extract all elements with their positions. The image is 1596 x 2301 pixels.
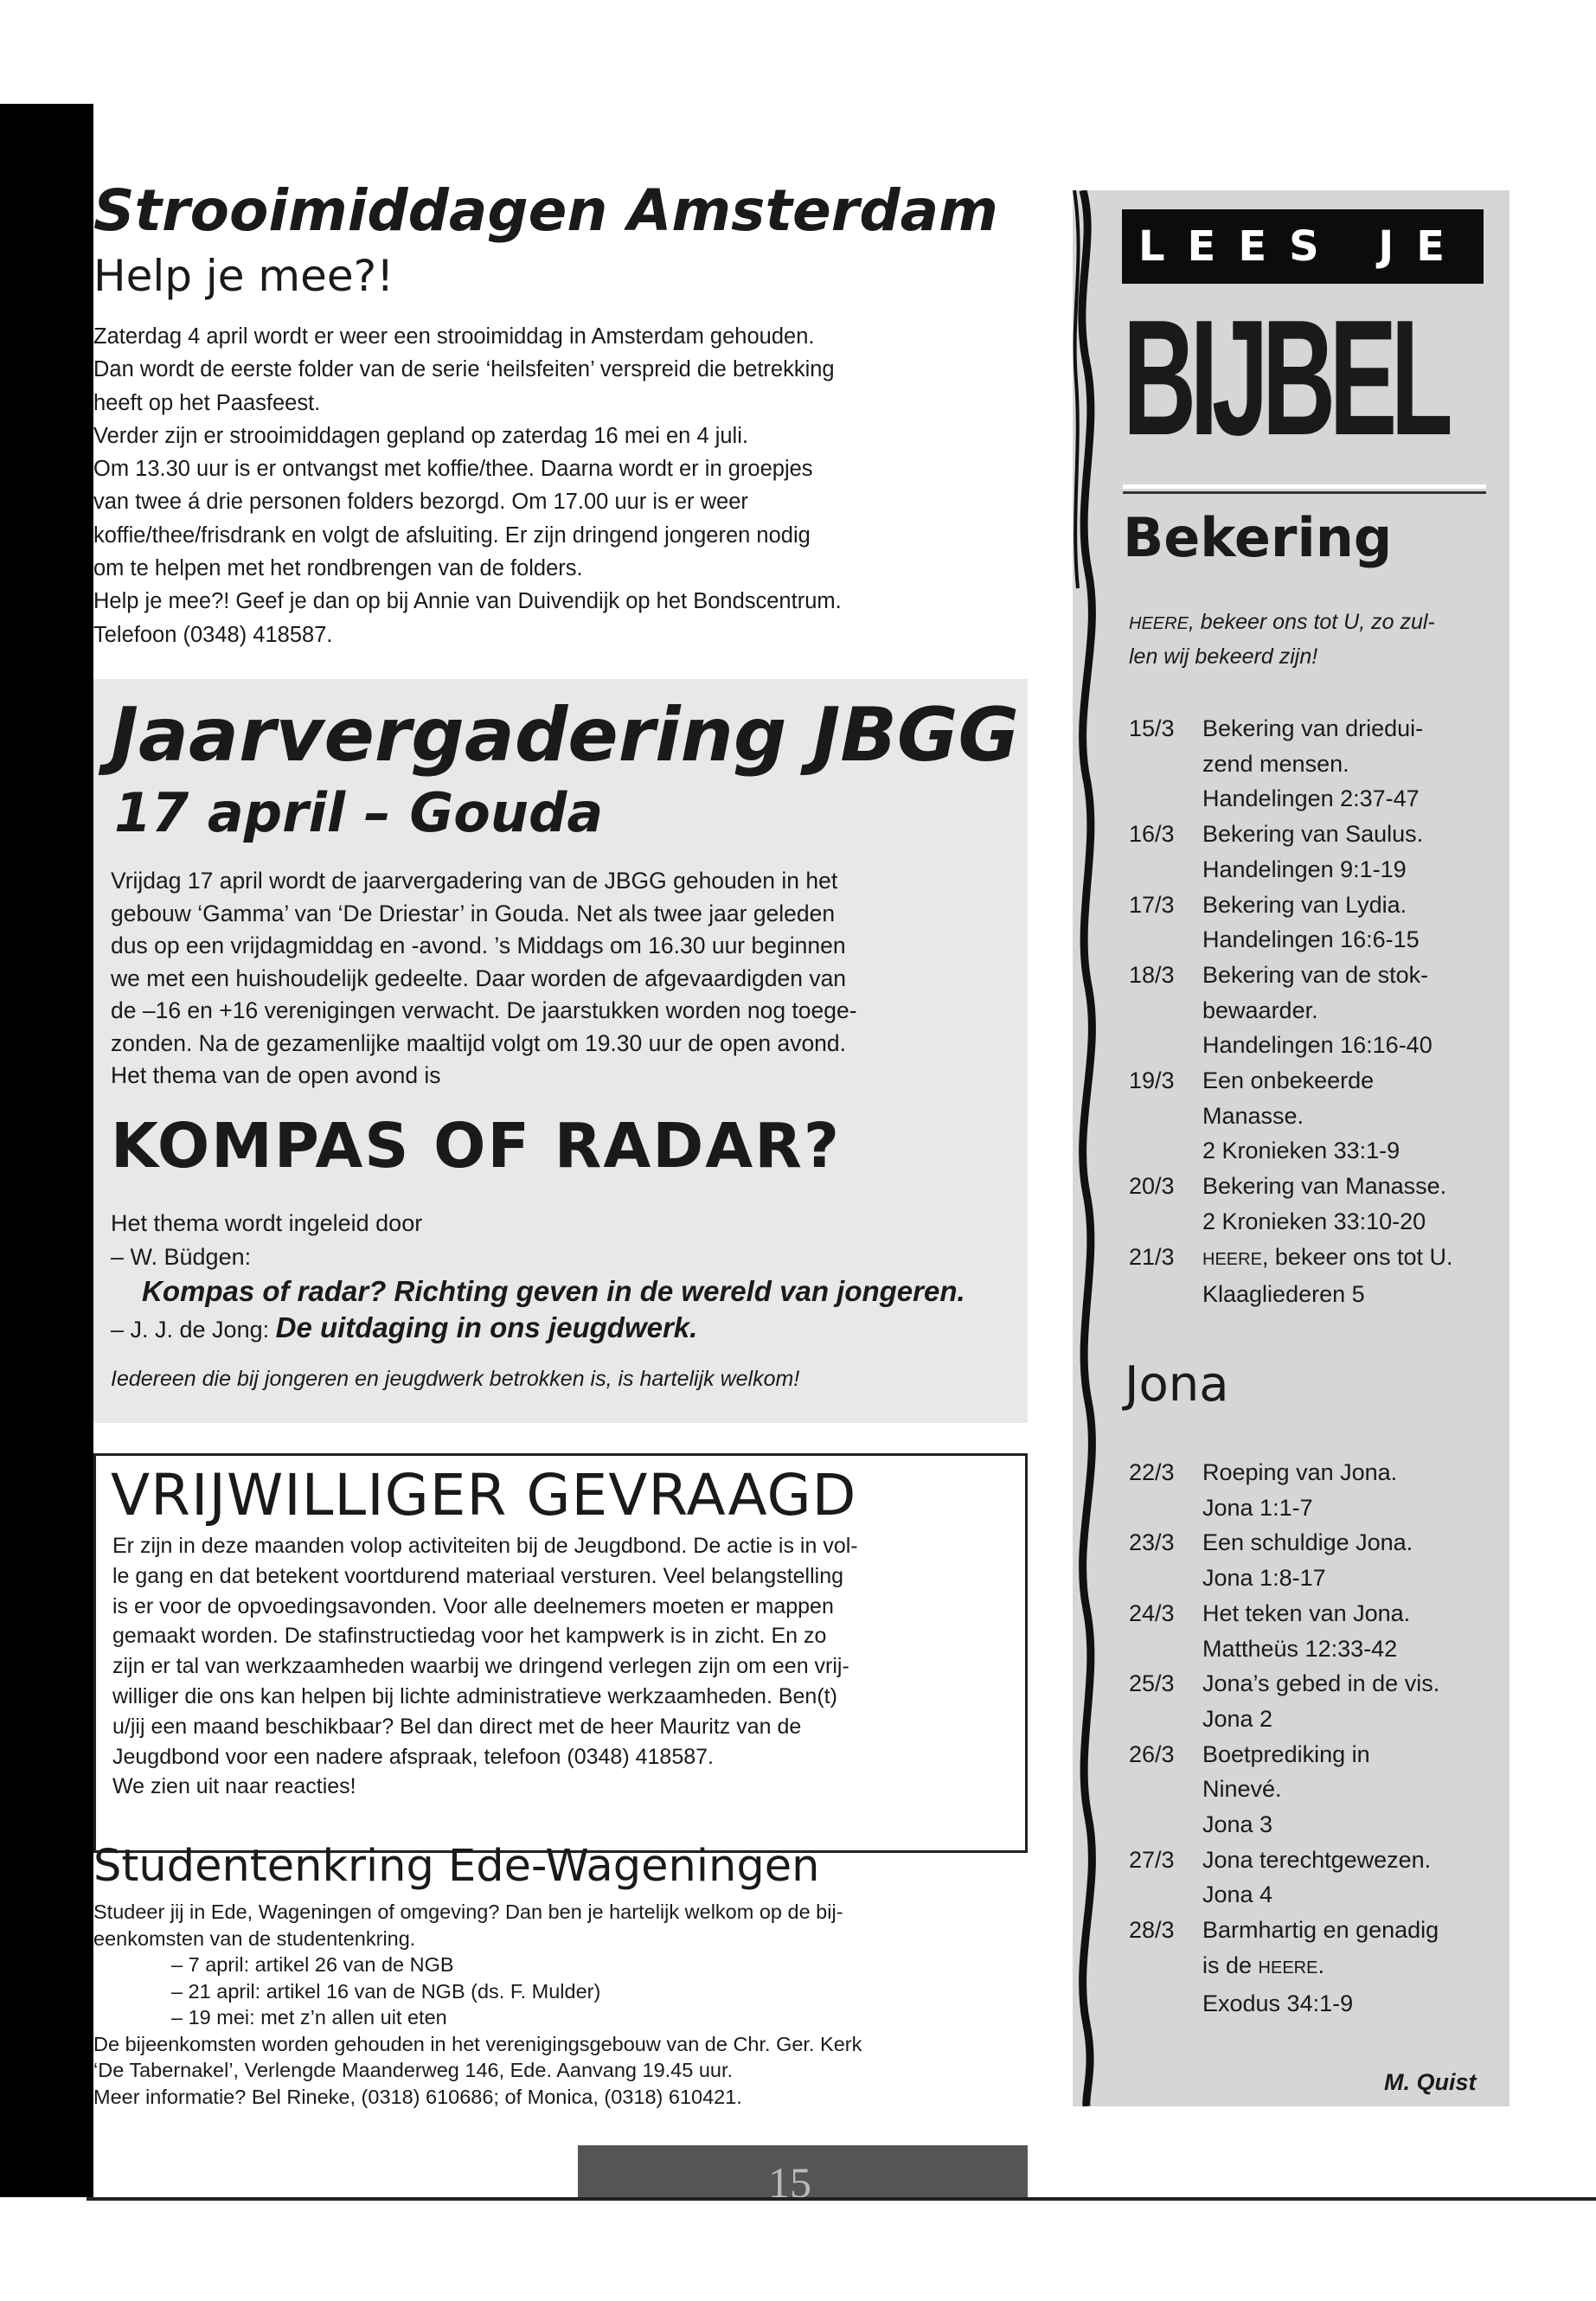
reading-line: Jona terechtgewezen. — [1202, 1846, 1432, 1873]
reading-line: , bekeer ons tot U. — [1261, 1243, 1453, 1270]
body-line: we met een huishoudelijk gedeelte. Daar worden de afgevaardigden van — [111, 965, 847, 991]
vrijwilliger-body — [112, 1531, 1003, 1802]
speaker-2-topic: De uitdaging in ons jeugdwerk. — [275, 1311, 698, 1343]
jona-readings — [1129, 1455, 1509, 2021]
reading-line: bewaarder. — [1202, 997, 1318, 1023]
reading-line: Barmhartig en genadig — [1202, 1917, 1439, 1944]
reading-line: Bekering van Saulus. — [1202, 821, 1424, 848]
bekering-quote — [1129, 606, 1435, 673]
reading-date: 25/3 — [1129, 1670, 1175, 1697]
bekering-heading: Bekering — [1123, 506, 1393, 569]
reading-line: Jona 4 — [1202, 1881, 1273, 1908]
body-line: Telefoon (0348) 418587. — [93, 622, 333, 647]
strooimiddagen-subtitle: Help je mee?! — [93, 251, 394, 301]
small-caps-heere: HEERE — [1258, 1958, 1318, 1977]
reading-date: 24/3 — [1129, 1599, 1175, 1626]
list-item — [1129, 1240, 1509, 1312]
lees-je-header: LEES JE — [1122, 209, 1484, 284]
list-item — [1129, 1843, 1509, 1913]
reading-line: 2 Kronieken 33:10-20 — [1202, 1208, 1426, 1234]
body-line: Vrijdag 17 april wordt de jaarvergadering van de JBGG gehouden in het — [111, 868, 838, 894]
divider — [1123, 484, 1486, 489]
reading-date: 22/3 — [1129, 1459, 1175, 1485]
body-line: Dan wordt de eerste folder van de serie ‘heilsfeiten’ verspreid die betrekking — [93, 357, 835, 382]
reading-line: Het teken van Jona. — [1202, 1599, 1411, 1626]
speaker-1-name: – W. Büdgen: — [111, 1244, 252, 1270]
reading-line: Manasse. — [1202, 1102, 1304, 1129]
body-line: We zien uit naar reacties! — [112, 1774, 356, 1799]
divider — [1123, 491, 1486, 494]
body-line: u/jij een maand beschikbaar? Bel dan direct met de heer Mauritz van de — [112, 1714, 802, 1739]
list-item — [1129, 1169, 1509, 1239]
reading-date: 17/3 — [1129, 891, 1175, 918]
reading-date: 18/3 — [1129, 961, 1175, 988]
reading-line: . — [1317, 1952, 1324, 1978]
reading-line: Bekering van de stok- — [1202, 961, 1429, 988]
body-line: dus op een vrijdagmiddag en -avond. ’s Middags om 16.30 uur beginnen — [111, 933, 846, 958]
bekering-readings — [1129, 711, 1509, 1312]
list-item — [1129, 817, 1509, 887]
list-item: – 19 mei: met z’n allen uit eten — [171, 2006, 447, 2029]
body-line: De bijeenkomsten worden gehouden in het verenigingsgebouw van de Chr. Ger. Kerk — [93, 2032, 862, 2055]
reading-line: Een schuldige Jona. — [1202, 1529, 1413, 1556]
studentenkring-body — [93, 1899, 1036, 2110]
reading-line: Klaagliederen 5 — [1202, 1281, 1365, 1308]
reading-line: Ninevé. — [1202, 1776, 1282, 1803]
body-line: Het thema van de open avond is — [111, 1062, 441, 1088]
page-number: 15 — [768, 2158, 811, 2197]
list-item — [1129, 1455, 1509, 1525]
body-line: Help je mee?! Geef je dan op bij Annie van Duivendijk op het Bondscentrum. — [93, 589, 842, 614]
body-line: Zaterdag 4 april wordt er weer een strooimiddag in Amsterdam gehouden. — [93, 324, 815, 349]
reading-line: Jona 1:8-17 — [1202, 1565, 1326, 1592]
body-line: zijn er tal van werkzaamheden waarbij we dringend verlegen zijn om een vrij- — [112, 1654, 849, 1679]
reading-date: 15/3 — [1129, 715, 1175, 741]
body-line: Studeer jij in Ede, Wageningen of omgeving? Dan ben je hartelijk welkom op de bij- — [93, 1900, 843, 1923]
body-line: is er voor de opvoedingsavonden. Voor alle deelnemers moeten er mappen — [112, 1593, 834, 1618]
jona-heading: Jona — [1125, 1356, 1229, 1413]
quote-text: , bekeer ons tot U, zo zul- — [1188, 610, 1435, 634]
reading-line: Jona 2 — [1202, 1705, 1273, 1732]
speaker-2-name: – J. J. de Jong: — [111, 1317, 270, 1343]
reading-date: 26/3 — [1129, 1740, 1175, 1767]
list-item — [1129, 1913, 1509, 2021]
reading-line: is de — [1202, 1952, 1259, 1978]
reading-line: Jona’s gebed in de vis. — [1202, 1670, 1440, 1697]
quote-text: len wij bekeerd zijn! — [1129, 644, 1318, 669]
reading-line: zend mensen. — [1202, 750, 1349, 777]
speakers-block — [111, 1207, 1019, 1347]
jaarvergadering-subtitle: 17 april – Gouda — [114, 781, 604, 844]
body-line: Meer informatie? Bel Rineke, (0318) 610686; of Monica, (0318) 610421. — [93, 2085, 742, 2108]
jaarvergadering-title: Jaarvergadering JBGG — [111, 692, 1020, 779]
strooimiddagen-title: Strooimiddagen Amsterdam — [93, 177, 998, 244]
reading-date: 21/3 — [1129, 1243, 1175, 1270]
body-line: heeft op het Paasfeest. — [93, 390, 321, 415]
vrijwilliger-title: VRIJWILLIGER GEVRAAGD — [111, 1462, 857, 1529]
reading-line: Handelingen 2:37-47 — [1202, 785, 1420, 812]
body-line: gemaakt worden. De stafinstructiedag voor het kampwerk is in zicht. En zo — [112, 1624, 827, 1649]
body-line: eenkomsten van de studentenkring. — [93, 1926, 416, 1950]
reading-line: Een onbekeerde — [1202, 1067, 1375, 1094]
reading-line: Bekering van Manasse. — [1202, 1173, 1447, 1200]
strooimiddagen-body — [93, 320, 1028, 651]
reading-date: 19/3 — [1129, 1067, 1175, 1094]
reading-date: 16/3 — [1129, 821, 1175, 848]
body-line: le gang en dat betekent voortdurend materiaal versturen. Veel belangstelling — [112, 1563, 844, 1588]
speaker-1-topic: Kompas of radar? Richting geven in de wereld van jongeren. — [142, 1275, 965, 1307]
body-line: Jeugdbond voor een nadere afspraak, telefoon (0348) 418587. — [112, 1744, 714, 1769]
list-item: – 7 april: artikel 26 van de NGB — [171, 1953, 454, 1976]
reading-line: Handelingen 16:16-40 — [1202, 1032, 1433, 1059]
bottom-rule — [87, 2197, 1596, 2201]
reading-line: 2 Kronieken 33:1-9 — [1202, 1138, 1401, 1164]
studentenkring-title: Studentenkring Ede-Wageningen — [93, 1841, 820, 1892]
list-item — [1129, 1596, 1509, 1666]
reading-date: 27/3 — [1129, 1846, 1175, 1873]
reading-line: Roeping van Jona. — [1202, 1459, 1398, 1485]
body-line: om te helpen met het rondbrengen van de folders. — [93, 556, 583, 581]
author-signature: M. Quist — [1384, 2069, 1477, 2095]
body-line: williger die ons kan helpen bij lichte administratieve werkzaamheden. Ben(t) — [112, 1683, 837, 1708]
bijbel-title: BIJBEL — [1123, 286, 1447, 470]
welcome-text: Iedereen die bij jongeren en jeugdwerk betrokken is, is hartelijk welkom! — [111, 1367, 800, 1391]
reading-date: 20/3 — [1129, 1173, 1175, 1200]
reading-line: Handelingen 9:1-19 — [1202, 856, 1407, 882]
wave-border — [1071, 190, 1107, 2106]
list-item — [1129, 711, 1509, 817]
list-item — [1129, 888, 1509, 958]
reading-line: Mattheüs 12:33-42 — [1202, 1635, 1398, 1662]
reading-date: 23/3 — [1129, 1529, 1175, 1556]
jaarvergadering-body — [111, 865, 1010, 1093]
list-item — [1129, 958, 1509, 1063]
speakers-intro: Het thema wordt ingeleid door — [111, 1210, 423, 1236]
small-caps-heere: HEERE — [1202, 1249, 1262, 1269]
body-line: Er zijn in deze maanden volop activiteiten bij de Jeugdbond. De actie is in vol- — [112, 1534, 858, 1558]
list-item — [1129, 1737, 1509, 1843]
reading-date: 28/3 — [1129, 1917, 1175, 1944]
body-line: Om 13.30 uur is er ontvangst met koffie/thee. Daarna wordt er in groepjes — [93, 457, 813, 482]
page-number-box — [578, 2145, 1028, 2197]
list-item — [1129, 1063, 1509, 1169]
list-item: – 21 april: artikel 16 van de NGB (ds. F. Mulder) — [171, 1979, 601, 2003]
body-line: de –16 en +16 verenigingen verwacht. De jaarstukken worden nog toege- — [111, 997, 857, 1023]
list-item — [1129, 1666, 1509, 1736]
body-line: ‘De Tabernakel’, Verlengde Maanderweg 146, Ede. Aanvang 19.45 uur. — [93, 2059, 734, 2081]
list-item — [1129, 1525, 1509, 1595]
small-caps-heere: HEERE — [1129, 614, 1189, 633]
reading-line: Bekering van Lydia. — [1202, 891, 1407, 918]
reading-line: Boetprediking in — [1202, 1740, 1370, 1767]
body-line: koffie/thee/frisdrank en volgt de afsluiting. Er zijn dringend jongeren nodig — [93, 522, 811, 548]
reading-line: Jona 1:1-7 — [1202, 1494, 1313, 1521]
body-line: zonden. Na de gezamenlijke maaltijd volgt om 19.30 uur de open avond. — [111, 1029, 847, 1056]
scan-edge-bar — [0, 104, 93, 2197]
reading-line: Exodus 34:1-9 — [1202, 1990, 1354, 2016]
body-line: gebouw ‘Gamma’ van ‘De Driestar’ in Gouda. Net als twee jaar geleden — [111, 900, 836, 926]
reading-line: Handelingen 16:6-15 — [1202, 926, 1420, 953]
theme-heading: KOMPAS OF RADAR? — [111, 1110, 842, 1182]
body-line: van twee á drie personen folders bezorgd. Om 17.00 uur is er weer — [93, 490, 748, 515]
reading-line: Jona 3 — [1202, 1811, 1273, 1838]
body-line: Verder zijn er strooimiddagen gepland op zaterdag 16 mei en 4 juli. — [93, 423, 748, 448]
reading-line: Bekering van driedui- — [1202, 715, 1424, 741]
